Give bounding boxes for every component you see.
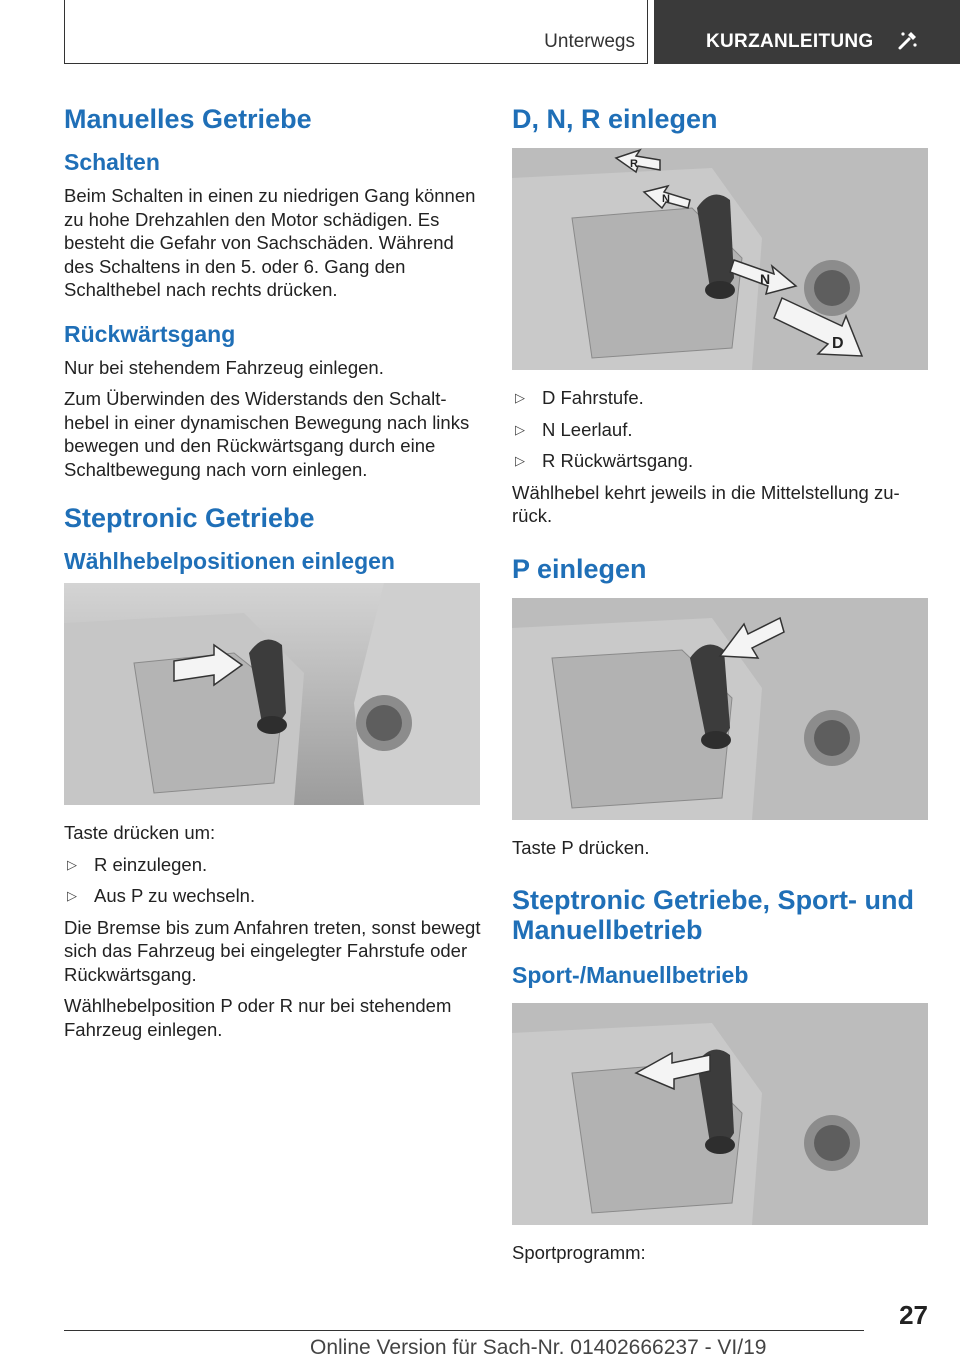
- left-column: [64, 100, 482, 1049]
- gear-selector-photo-dnr: [512, 148, 928, 370]
- page-number: 27: [899, 1300, 928, 1330]
- right-column: [512, 100, 930, 1273]
- paragraph-rueck-2: Zum Überwinden des Widerstands den Schalthebel in einer dynamischen Bewegung nach links bewegen und den Rückwärtsgang durch eine Schaltbewegung nach vorn einlegen.: [64, 388, 470, 480]
- paragraph-rueck-1: Nur bei stehendem Fahrzeug einlegen.: [64, 356, 384, 378]
- heading-schalten: Schalten: [64, 149, 160, 175]
- caption-sportprogramm: Sportprogramm:: [512, 1242, 646, 1263]
- gear-selector-photo-button: [64, 583, 480, 805]
- arrow-label-d: D: [832, 335, 844, 352]
- section-label: Unterwegs: [544, 31, 635, 52]
- section-tab[interactable]: [64, 0, 648, 64]
- paragraph-bremse: Die Bremse bis zum Anfahren treten, sonst bewegt sich das Fahrzeug bei eingelegter Fahrstufe oder Rückwärtsgang.: [64, 916, 481, 985]
- heading-rueckwaertsgang: Rückwärtsgang: [64, 320, 236, 347]
- list-item: ▷ R einzulegen.: [67, 853, 208, 875]
- gear-selector-photo-sport: [512, 1003, 928, 1225]
- section-title-manuelles-getriebe: Manuelles Getriebe: [64, 104, 312, 134]
- caption-taste-p: Taste P drücken.: [512, 836, 650, 858]
- triangle-bullet-icon: ▷: [67, 856, 77, 872]
- chapter-tab[interactable]: [654, 0, 960, 64]
- arrow-label-n-up: N: [662, 193, 670, 205]
- gear-selector-photo-p: [512, 598, 928, 820]
- chapter-label: KURZANLEITUNG: [706, 31, 874, 52]
- section-title-sport-manuell: Steptronic Getriebe, Sport- und Manuellbetrieb: [512, 885, 915, 945]
- paragraph-waehlhebelposition: Wählhebelposition P oder R nur bei stehendem Fahrzeug einlegen.: [64, 995, 452, 1040]
- tool-icon: [897, 29, 919, 57]
- triangle-bullet-icon: ▷: [67, 888, 77, 903]
- list-item: ▷ Aus P zu wechseln.: [67, 885, 256, 906]
- footer-divider: [64, 1330, 864, 1331]
- list-item: ▷ N Leerlauf.: [515, 418, 633, 440]
- list-item: ▷ D Fahrstufe.: [515, 387, 644, 408]
- section-title-p-einlegen: P einlegen: [512, 553, 647, 584]
- triangle-bullet-icon: ▷: [515, 453, 525, 468]
- section-title-steptronic: Steptronic Getriebe: [64, 503, 315, 533]
- list-item: ▷ R Rückwärtsgang.: [515, 450, 694, 471]
- paragraph-mittelstellung: Wählhebel kehrt jeweils in die Mittelstellung zurück.: [512, 481, 900, 526]
- footer-text: Online Version für Sach-Nr. 01402666237 - VI/19: [310, 1336, 767, 1359]
- arrow-label-n-down: N: [760, 271, 771, 287]
- section-title-dnr: D, N, R einlegen: [512, 104, 718, 134]
- caption-taste-druecken: Taste drücken um:: [64, 822, 216, 843]
- triangle-bullet-icon: ▷: [515, 421, 525, 437]
- paragraph-schalten: Beim Schalten in einen zu niedrigen Gang können zu hohe Drehzahlen den Motor schädigen. Es besteht die Gefahr von Sachschäden. Während des Schaltens in den 5. oder 6. Gang den Schalthebel nach rechts drücken.: [64, 185, 476, 300]
- page-header: [0, 0, 960, 68]
- arrow-label-r: R: [630, 158, 638, 170]
- heading-sport-manuellbetrieb: Sport-/Manuellbetrieb: [512, 962, 749, 988]
- triangle-bullet-icon: ▷: [515, 390, 525, 405]
- heading-waehlhebelpositionen: Wählhebelpositionen einlegen: [64, 548, 395, 574]
